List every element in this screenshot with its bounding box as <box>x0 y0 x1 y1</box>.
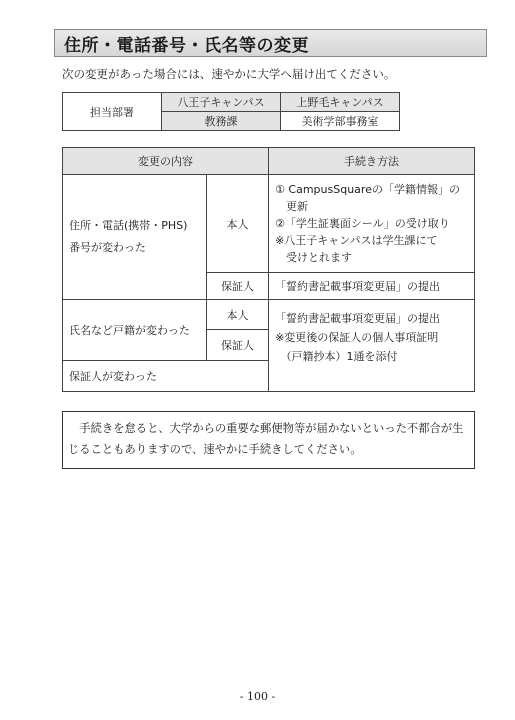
method-line: ※八王子キャンパスは学生課にて <box>275 234 438 247</box>
method-guarantor: 「誓約書記載事項変更届」の提出 <box>269 273 475 300</box>
header-content: 変更の内容 <box>63 148 269 175</box>
campus-hachioji: 八王子キャンパス <box>162 93 281 112</box>
header-method: 手続き方法 <box>269 148 475 175</box>
method-name-change <box>269 300 475 392</box>
who-self: 本人 <box>206 175 268 273</box>
department-label: 担当部署 <box>63 93 162 131</box>
page-number: - 100 - <box>239 690 276 703</box>
office-kaminoge: 美術学部事務室 <box>281 112 400 131</box>
method-line: 「誓約書記載事項変更届」の提出 <box>275 312 441 325</box>
section-title: 住所・電話番号・氏名等の変更 <box>64 35 309 56</box>
content-address-phone <box>63 175 207 300</box>
method-line: 受けとれます <box>275 251 353 264</box>
who-guarantor-2: 保証人 <box>206 330 268 361</box>
method-line: 更新 <box>275 200 309 213</box>
who-guarantor: 保証人 <box>206 273 268 300</box>
method-line: ②「学生証裏面シール」の受け取り <box>275 217 450 230</box>
method-line: （戸籍抄本）1通を添付 <box>275 350 398 363</box>
method-self <box>269 175 475 273</box>
method-line: ① CampusSquareの「学籍情報」の <box>275 183 460 196</box>
content-guarantor-change: 保証人が変わった <box>63 361 269 392</box>
procedure-table <box>62 147 475 392</box>
content-name-family: 氏名など戸籍が変わった <box>63 300 207 361</box>
office-hachioji: 教務課 <box>162 112 281 131</box>
method-line: ※変更後の保証人の個人事項証明 <box>275 331 439 344</box>
notice-box: 手続きを怠ると、大学からの重要な郵便物等が届かないといった不都合が生じることもありますので、速やかに手続きしてください。 <box>62 411 475 469</box>
campus-kaminoge: 上野毛キャンパス <box>281 93 400 112</box>
content-line: 住所・電話(携帯・PHS) <box>69 219 188 232</box>
who-self-2: 本人 <box>206 300 268 330</box>
department-table <box>62 92 400 131</box>
content-line: 番号が変わった <box>69 241 146 254</box>
intro-text: 次の変更があった場合には、速やかに大学へ届け出てください。 <box>62 67 396 81</box>
section-title-bar <box>54 29 487 57</box>
